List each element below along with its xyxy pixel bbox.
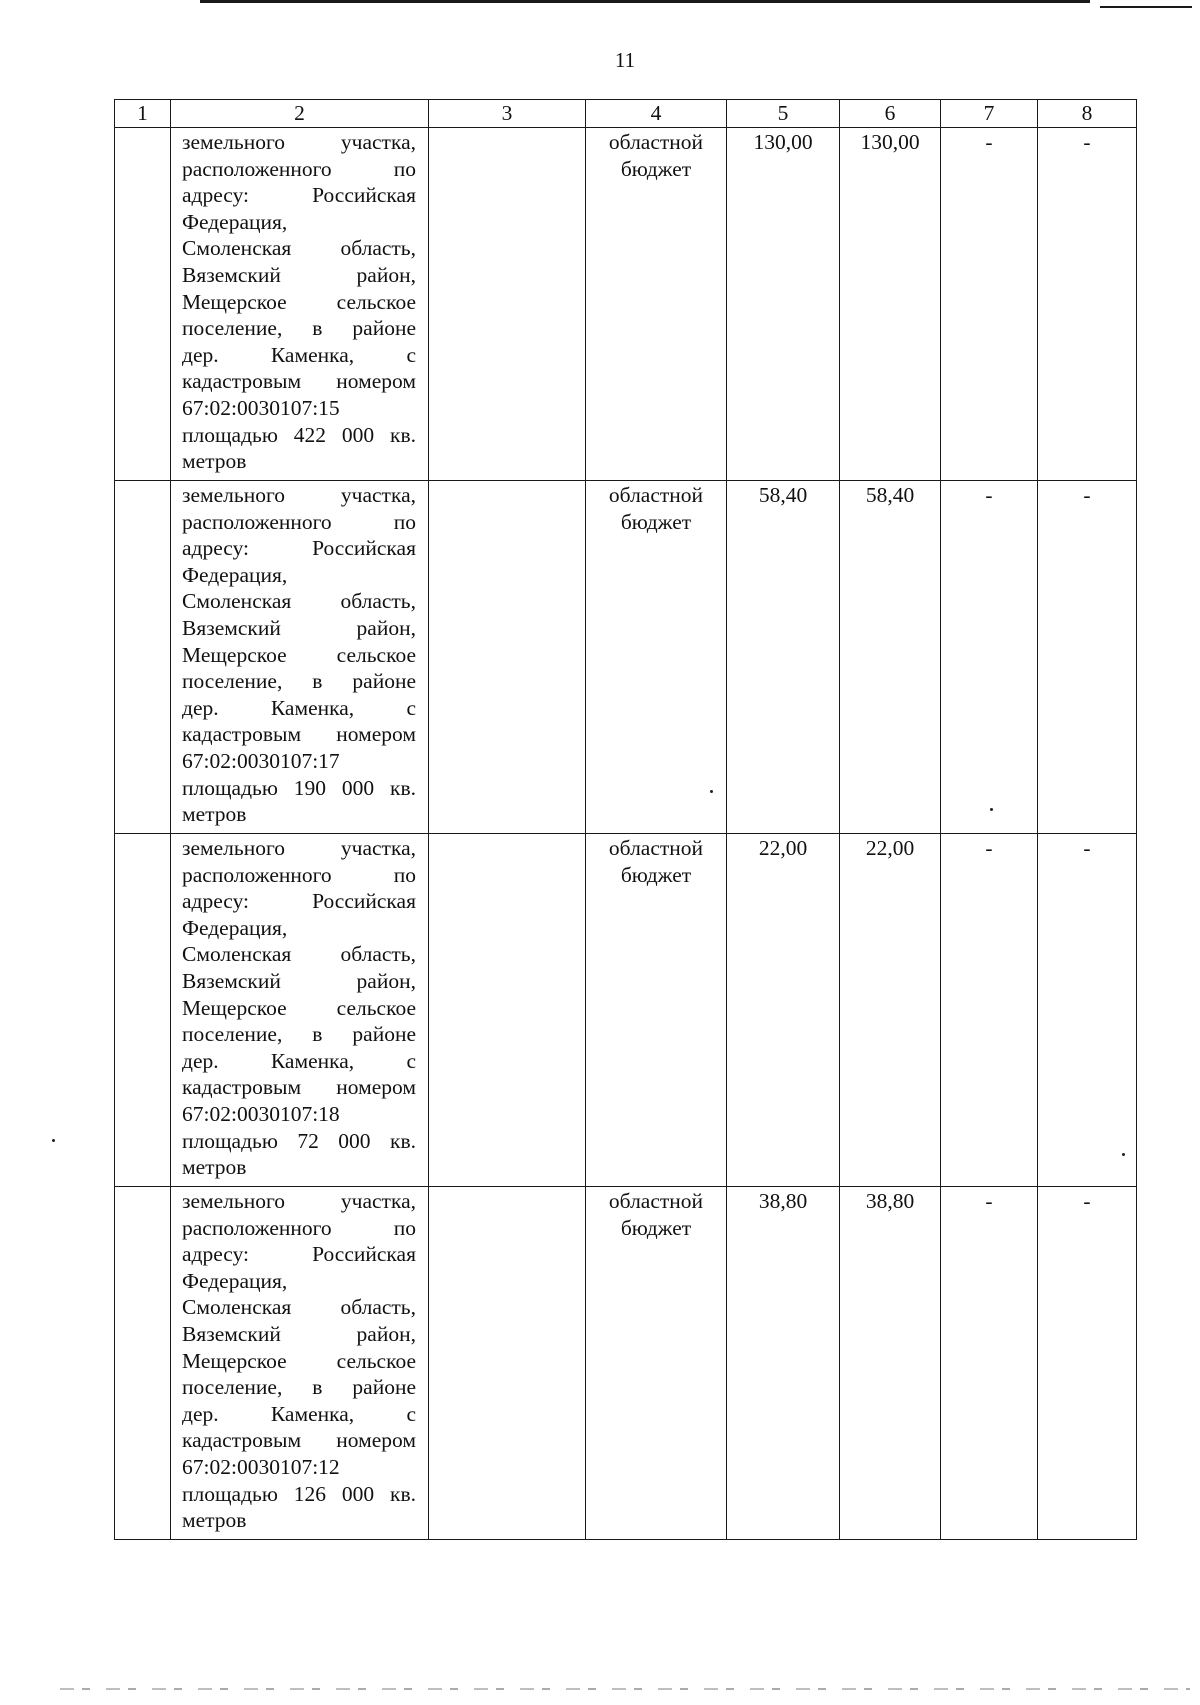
description-cell	[171, 1187, 429, 1540]
funding-source-cell: областной бюджет	[586, 128, 727, 481]
bottom-scan-noise	[60, 1688, 1190, 1690]
row-number-cell	[115, 481, 171, 834]
scan-speck	[710, 790, 713, 793]
page-number: 11	[614, 48, 636, 72]
column-header: 3	[429, 100, 586, 128]
description-line: метров	[182, 1155, 247, 1180]
description-line: кадастровым номером	[182, 369, 416, 394]
description-line: Мещерское сельское	[182, 995, 416, 1020]
empty-value-cell: -	[941, 481, 1038, 834]
row-number-cell	[115, 128, 171, 481]
column-header: 4	[586, 100, 727, 128]
description-line: Федерация,	[182, 915, 288, 940]
description-line: Смоленская область,	[182, 942, 416, 967]
description-cell	[171, 128, 429, 481]
description-line: Вяземский район,	[182, 615, 416, 640]
description-line: поселение, в районе	[182, 1375, 416, 1400]
table-row	[115, 481, 1137, 834]
row-number-cell	[115, 1187, 171, 1540]
empty-value-cell: -	[1038, 481, 1137, 834]
column-header: 6	[840, 100, 941, 128]
row-number-cell	[115, 834, 171, 1187]
budget-table	[114, 99, 1137, 1540]
empty-value-cell: -	[1038, 834, 1137, 1187]
top-scan-rule-right	[1100, 6, 1192, 8]
description-line: расположенного по	[182, 1215, 416, 1240]
description-line: расположенного по	[182, 509, 416, 534]
column-header: 7	[941, 100, 1038, 128]
description-line: Мещерское сельское	[182, 642, 416, 667]
description-line: адресу: Российская	[182, 1242, 416, 1267]
funding-source-cell: областной бюджет	[586, 1187, 727, 1540]
column-3-cell	[429, 481, 586, 834]
description-line: поселение, в районе	[182, 1022, 416, 1047]
table-header-row	[115, 100, 1137, 128]
description-line: 67:02:0030107:17	[182, 748, 340, 773]
table-row	[115, 128, 1137, 481]
funding-source-cell: областной бюджет	[586, 481, 727, 834]
description-line: адресу: Российская	[182, 536, 416, 561]
empty-value-cell: -	[941, 1187, 1038, 1540]
description-line: площадью 126 000 кв.	[182, 1481, 416, 1506]
description-line: кадастровым номером	[182, 1075, 416, 1100]
amount-cell: 130,00	[727, 128, 840, 481]
description-line: Федерация,	[182, 562, 288, 587]
amount-cell: 130,00	[840, 128, 941, 481]
empty-value-cell: -	[1038, 128, 1137, 481]
column-header: 1	[115, 100, 171, 128]
description-line: расположенного по	[182, 156, 416, 181]
column-3-cell	[429, 834, 586, 1187]
description-line: Мещерское сельское	[182, 289, 416, 314]
description-line: площадью 190 000 кв.	[182, 775, 416, 800]
description-line: дер. Каменка, с	[182, 1048, 416, 1073]
column-header: 2	[171, 100, 429, 128]
table-body	[115, 100, 1137, 1540]
description-line: площадью 422 000 кв.	[182, 422, 416, 447]
column-3-cell	[429, 128, 586, 481]
amount-cell: 58,40	[727, 481, 840, 834]
description-line: Федерация,	[182, 209, 288, 234]
amount-cell: 22,00	[727, 834, 840, 1187]
description-line: Мещерское сельское	[182, 1348, 416, 1373]
description-line: Вяземский район,	[182, 968, 416, 993]
top-scan-rule	[200, 0, 1090, 3]
description-line: площадью 72 000 кв.	[182, 1128, 416, 1153]
scan-speck	[1122, 1153, 1125, 1156]
amount-cell: 38,80	[840, 1187, 941, 1540]
description-line: 67:02:0030107:15	[182, 395, 340, 420]
description-line: Смоленская область,	[182, 1295, 416, 1320]
scan-speck	[52, 1139, 55, 1142]
amount-cell: 58,40	[840, 481, 941, 834]
description-line: кадастровым номером	[182, 722, 416, 747]
description-line: земельного участка,	[182, 130, 416, 154]
description-line: Смоленская область,	[182, 236, 416, 261]
column-header: 5	[727, 100, 840, 128]
description-line: земельного участка,	[182, 483, 416, 507]
amount-cell: 38,80	[727, 1187, 840, 1540]
column-header: 8	[1038, 100, 1137, 128]
empty-value-cell: -	[1038, 1187, 1137, 1540]
description-line: дер. Каменка, с	[182, 695, 416, 720]
description-line: земельного участка,	[182, 836, 416, 860]
table-row	[115, 834, 1137, 1187]
description-cell	[171, 834, 429, 1187]
description-line: дер. Каменка, с	[182, 342, 416, 367]
description-line: Смоленская область,	[182, 589, 416, 614]
description-line: дер. Каменка, с	[182, 1401, 416, 1426]
scan-speck	[990, 808, 993, 811]
description-line: расположенного по	[182, 862, 416, 887]
description-line: Вяземский район,	[182, 1321, 416, 1346]
column-3-cell	[429, 1187, 586, 1540]
description-line: поселение, в районе	[182, 669, 416, 694]
description-line: земельного участка,	[182, 1189, 416, 1213]
funding-source-cell: областной бюджет	[586, 834, 727, 1187]
table-row	[115, 1187, 1137, 1540]
description-line: адресу: Российская	[182, 183, 416, 208]
description-line: поселение, в районе	[182, 316, 416, 341]
empty-value-cell: -	[941, 834, 1038, 1187]
empty-value-cell: -	[941, 128, 1038, 481]
description-line: 67:02:0030107:12	[182, 1454, 340, 1479]
amount-cell: 22,00	[840, 834, 941, 1187]
description-line: метров	[182, 802, 247, 827]
description-line: Федерация,	[182, 1268, 288, 1293]
description-line: Вяземский район,	[182, 262, 416, 287]
description-line: адресу: Российская	[182, 889, 416, 914]
description-line: метров	[182, 449, 247, 474]
description-cell	[171, 481, 429, 834]
description-line: 67:02:0030107:18	[182, 1101, 340, 1126]
description-line: кадастровым номером	[182, 1428, 416, 1453]
description-line: метров	[182, 1508, 247, 1533]
